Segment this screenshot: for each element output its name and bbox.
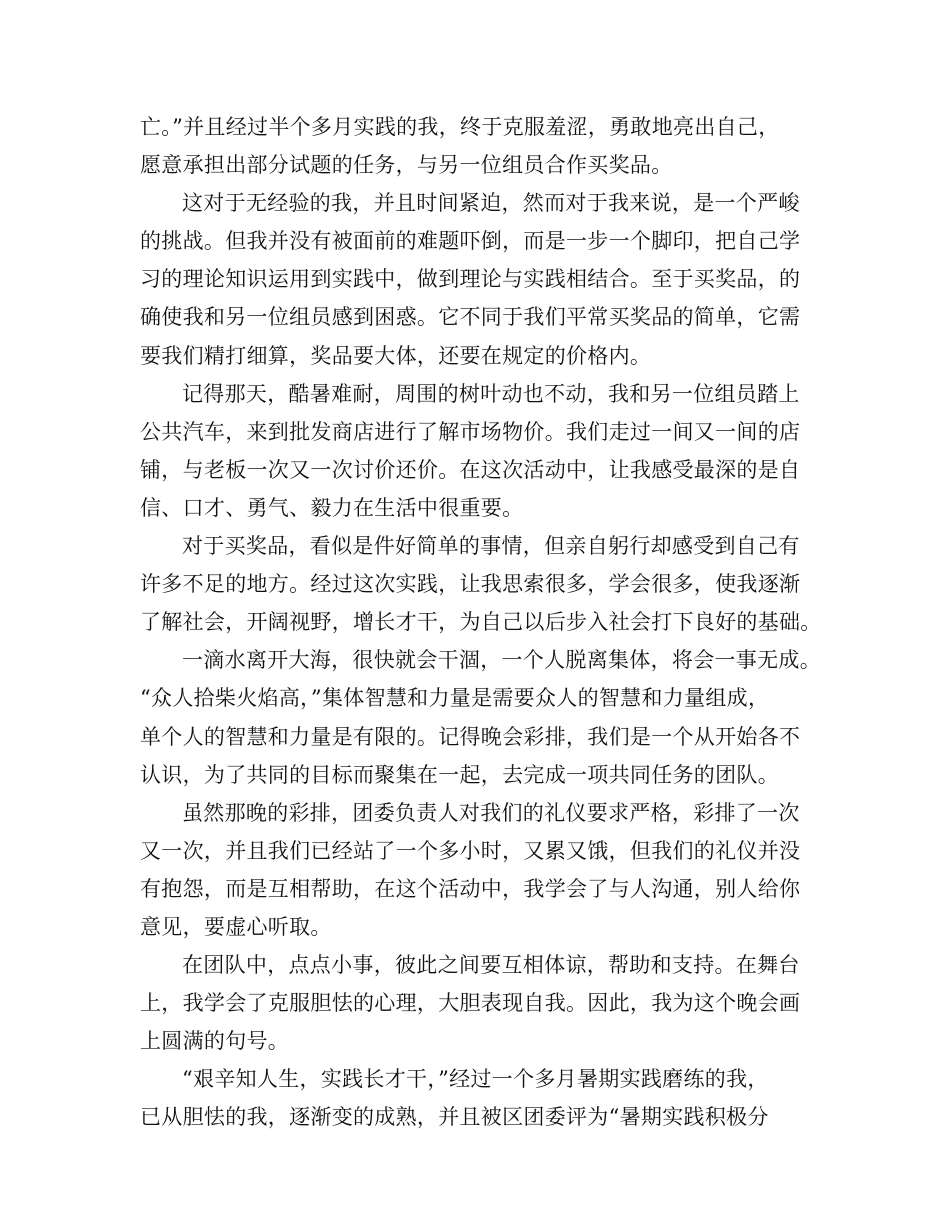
text-line: 信、口才、勇气、毅力在生活中很重要。 [140, 495, 524, 520]
text-line: 意见，要虚心听取。 [140, 914, 332, 939]
document-body [140, 108, 822, 1137]
text-line: 已从胆怯的我，逐渐变的成熟，并且被区团委评为“暑期实践积极分 [140, 1105, 769, 1130]
paragraph-first-line: “艰辛知人生，实践长才干，”经过一个多月暑期实践磨练的我， [182, 1067, 769, 1092]
text-line: 愿意承担出部分试题的任务，与另一位组员合作买奖品。 [140, 153, 673, 178]
text-line: 确使我和另一位组员感到困惑。它不同于我们平常买奖品的简单，它需 [140, 305, 801, 330]
text-line: “众人拾柴火焰高，”集体智慧和力量是需要众人的智慧和力量组成， [140, 686, 770, 711]
text-line: 亡。”并且经过半个多月实践的我，终于克服羞涩，勇敢地亮出自己， [140, 115, 780, 139]
text-line: 上圆满的句号。 [140, 1029, 290, 1054]
text-line: 要我们精打细算，奖品要大体，还要在规定的价格内。 [140, 343, 652, 368]
paragraph-first-line: 在团队中，点点小事，彼此之间要互相体谅，帮助和支持。在舞台 [182, 953, 800, 978]
text-line: 习的理论知识运用到实践中，做到理论与实践相结合。至于买奖品，的 [140, 267, 801, 292]
paragraph-first-line: 虽然那晚的彩排，团委负责人对我们的礼仪要求严格，彩排了一次 [182, 800, 800, 825]
paragraph-first-line: 记得那天，酷暑难耐，周围的树叶动也不动，我和另一位组员踏上 [182, 381, 800, 406]
paragraph-first-line: 这对于无经验的我，并且时间紧迫，然而对于我来说，是一个严峻 [182, 191, 800, 216]
text-line: 公共汽车，来到批发商店进行了解市场物价。我们走过一间又一间的店 [140, 419, 801, 444]
text-line: 有抱怨，而是互相帮助，在这个活动中，我学会了与人沟通，别人给你 [140, 876, 801, 901]
text-line: 铺，与老板一次又一次讨价还价。在这次活动中，让我感受最深的是自 [140, 457, 801, 482]
text-line: 许多不足的地方。经过这次实践，让我思索很多，学会很多，使我逐渐 [140, 572, 801, 597]
text-line: 单个人的智慧和力量是有限的。记得晚会彩排，我们是一个从开始各不 [140, 724, 801, 749]
text-line: 又一次，并且我们已经站了一个多小时，又累又饿，但我们的礼仪并没 [140, 838, 801, 863]
paragraph-first-line: 对于买奖品，看似是件好简单的事情，但亲自躬行却感受到自己有 [182, 534, 800, 559]
text-line: 的挑战。但我并没有被面前的难题吓倒，而是一步一个脚印，把自己学 [140, 229, 801, 254]
paragraph-first-line: 一滴水离开大海，很快就会干涸，一个人脱离集体，将会一事无成。 [182, 648, 821, 673]
text-line: 了解社会，开阔视野，增长才干，为自己以后步入社会打下良好的基础。 [140, 610, 822, 635]
text-line: 认识，为了共同的目标而聚集在一起，去完成一项共同任务的团队。 [140, 762, 779, 787]
text-line: 上，我学会了克服胆怯的心理，大胆表现自我。因此，我为这个晚会画 [140, 991, 801, 1016]
